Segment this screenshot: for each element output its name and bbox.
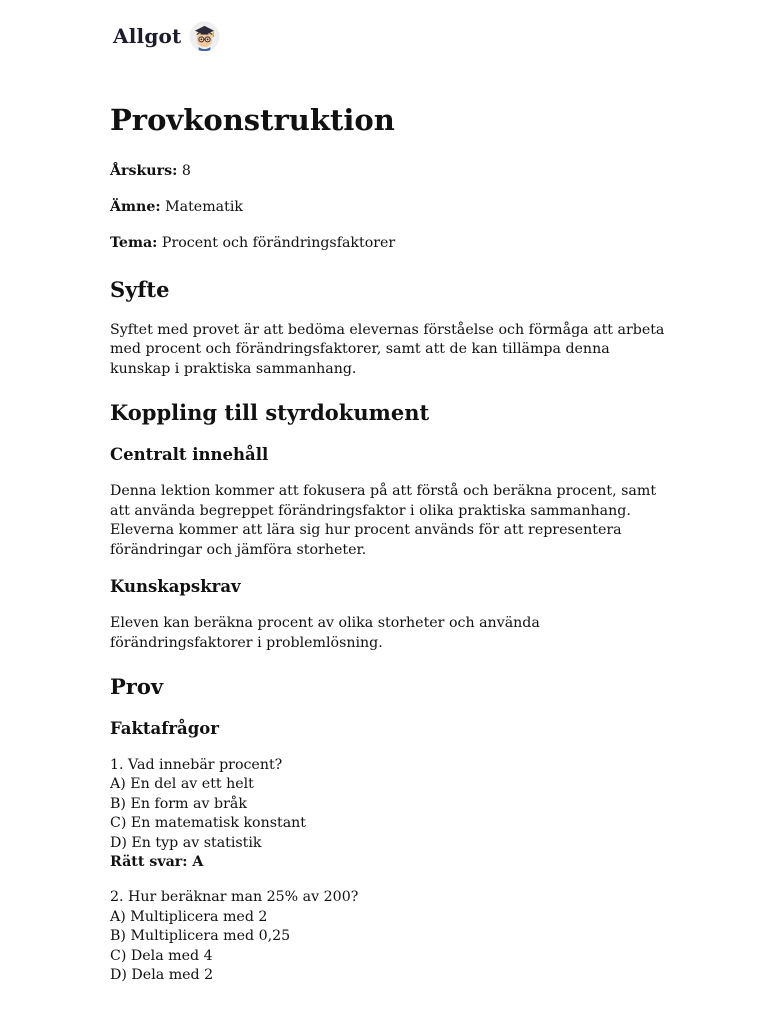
syfte-line: med procent och förändringsfaktorer, samt att de kan tillämpa denna — [110, 341, 610, 357]
syfte-line: kunskap i praktiska sammanhang. — [110, 360, 357, 377]
question-option: D) Dela med 2 — [110, 967, 214, 984]
meta-theme-value: Procent och förändringsfaktorer — [161, 235, 396, 251]
centralt-line: Eleverna kommer att lära sig hur procent används för att representera — [110, 522, 622, 538]
centralt-paragraph — [110, 482, 670, 560]
brand-name: Allgot — [113, 24, 182, 48]
question-option: A) En del av ett helt — [110, 776, 254, 793]
question-answer: Rätt svar: A — [110, 854, 204, 871]
subsection-heading-centralt: Centralt innehåll — [110, 445, 269, 464]
meta-subject-label: Ämne: — [110, 199, 161, 215]
meta-theme-label: Tema: — [110, 235, 158, 251]
document-content — [110, 100, 670, 1001]
subsection-heading-kunskapskrav: Kunskapskrav — [110, 577, 241, 596]
graduate-mascot-icon — [189, 21, 220, 52]
section-heading-koppling: Koppling till styrdokument — [110, 400, 430, 425]
meta-theme — [110, 234, 670, 254]
centralt-line: Denna lektion kommer att fokusera på att förstå och beräkna procent, samt — [110, 483, 657, 499]
subsection-heading-faktafragor: Faktafrågor — [110, 719, 219, 738]
question-item — [110, 756, 670, 872]
meta-subject-value: Matematik — [165, 199, 243, 215]
syfte-paragraph — [110, 321, 670, 380]
meta-subject — [110, 198, 670, 218]
question-option: B) Multiplicera med 0,25 — [110, 928, 291, 945]
kunskapskrav-line: Eleven kan beräkna procent av olika storheter och använda — [110, 615, 540, 631]
centralt-line: förändringar och jämföra storheter. — [110, 541, 367, 558]
section-heading-syfte: Syfte — [110, 276, 170, 302]
question-option: A) Multiplicera med 2 — [110, 908, 268, 925]
kunskapskrav-line: förändringsfaktorer i problemlösning. — [110, 634, 383, 651]
question-text: 2. Hur beräknar man 25% av 200? — [110, 889, 359, 906]
meta-grade-value: 8 — [181, 163, 191, 179]
meta-grade-label: Årskurs: — [110, 163, 178, 179]
section-heading-prov: Prov — [110, 674, 164, 699]
question-option: C) Dela med 4 — [110, 947, 213, 964]
page-title: Provkonstruktion — [110, 103, 395, 137]
brand-header[interactable] — [113, 20, 220, 52]
centralt-line: att använda begreppet förändringsfaktor i olika praktiska sammanhang. — [110, 502, 631, 519]
question-text: 1. Vad innebär procent? — [110, 757, 283, 773]
question-item — [110, 888, 670, 985]
syfte-line: Syftet med provet är att bedöma elevernas förståelse och förmåga att arbeta — [110, 321, 665, 338]
question-option: B) En form av bråk — [110, 795, 247, 812]
question-option: C) En matematisk konstant — [110, 815, 307, 832]
meta-grade — [110, 162, 670, 182]
kunskapskrav-paragraph — [110, 614, 670, 653]
question-option: D) En typ av statistik — [110, 834, 262, 851]
